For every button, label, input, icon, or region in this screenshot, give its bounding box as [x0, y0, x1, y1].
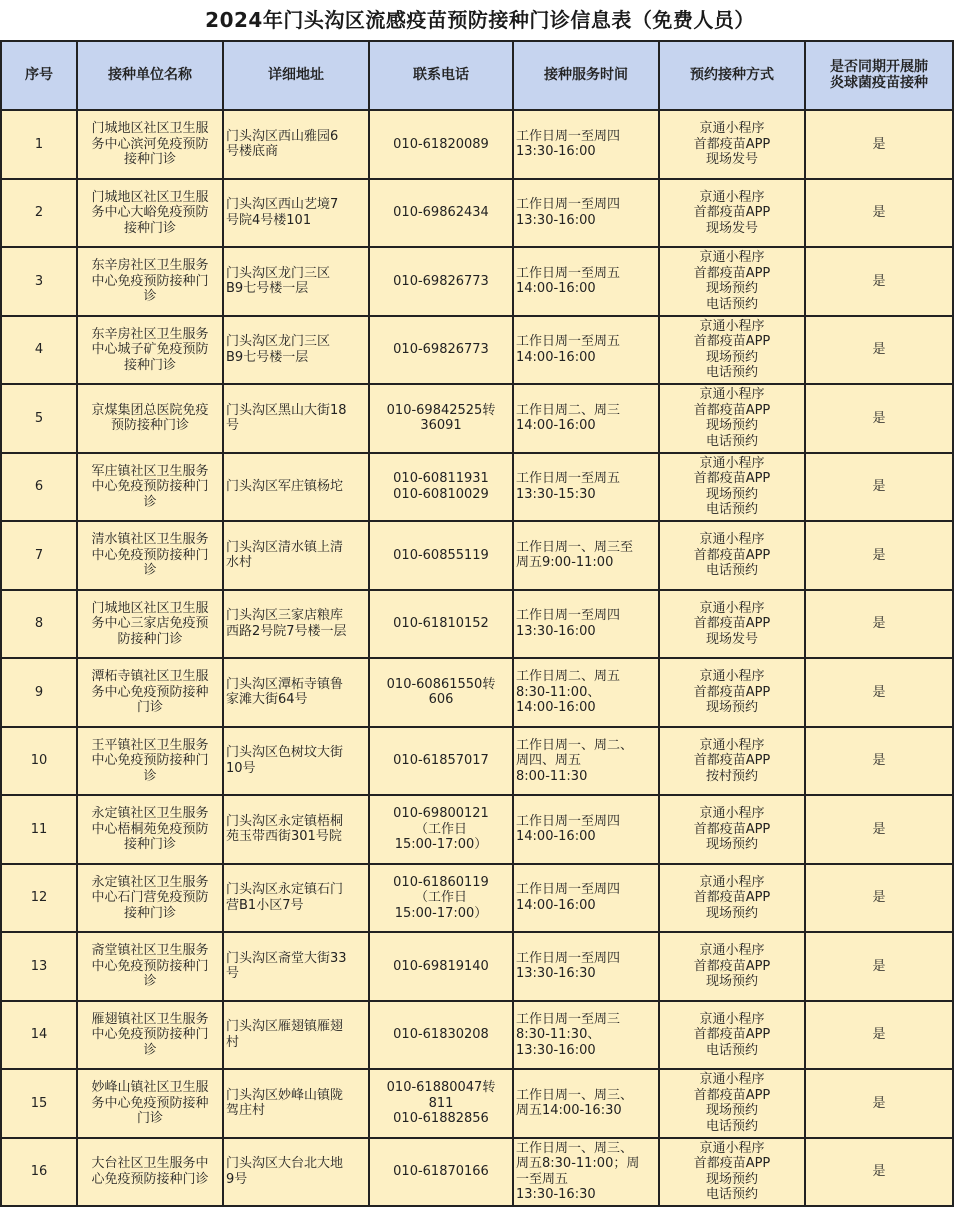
- address-cell: 门头沟区永定镇梧桐 苑玉带西街301号院: [223, 795, 369, 864]
- table-row: [1, 384, 953, 453]
- address-cell: 门头沟区永定镇石门 营B1小区7号: [223, 864, 369, 933]
- table-row: [1, 1001, 953, 1070]
- phone-cell: 010-61830208: [369, 1001, 513, 1070]
- pneumococcal-cell: 是: [805, 1069, 953, 1138]
- address-cell: 门头沟区西山艺境7 号院4号楼101: [223, 179, 369, 248]
- booking-method-cell: 京通小程序 首都疫苗APP 现场预约: [659, 658, 805, 727]
- service-time-cell: 工作日周一至周五 13:30-15:30: [513, 453, 659, 522]
- address-cell: 门头沟区斋堂大街33 号: [223, 932, 369, 1001]
- clinic-name-cell: 门城地区社区卫生服 务中心三家店免疫预 防接种门诊: [77, 590, 223, 659]
- table-row: [1, 1138, 953, 1207]
- booking-method-cell: 京通小程序 首都疫苗APP 电话预约: [659, 521, 805, 590]
- clinic-info-table: [0, 40, 954, 1207]
- address-cell: 门头沟区军庄镇杨坨: [223, 453, 369, 522]
- header-cell-address: 详细地址: [223, 41, 369, 110]
- table-row: [1, 110, 953, 179]
- table-row: [1, 864, 953, 933]
- table-row: [1, 795, 953, 864]
- clinic-name-cell: 京煤集团总医院免疫 预防接种门诊: [77, 384, 223, 453]
- address-cell: 门头沟区清水镇上清 水村: [223, 521, 369, 590]
- header-cell-no: 序号: [1, 41, 77, 110]
- pneumococcal-cell: 是: [805, 864, 953, 933]
- booking-method-cell: 京通小程序 首都疫苗APP 现场预约 电话预约: [659, 316, 805, 385]
- service-time-cell: 工作日周一至周四 13:30-16:00: [513, 179, 659, 248]
- table-row: [1, 521, 953, 590]
- phone-cell: 010-61820089: [369, 110, 513, 179]
- clinic-name-cell: 清水镇社区卫生服务 中心免疫预防接种门 诊: [77, 521, 223, 590]
- clinic-name-cell: 潭柘寺镇社区卫生服 务中心免疫预防接种 门诊: [77, 658, 223, 727]
- address-cell: 门头沟区龙门三区 B9七号楼一层: [223, 247, 369, 316]
- clinic-name-cell: 永定镇社区卫生服务 中心梧桐苑免疫预防 接种门诊: [77, 795, 223, 864]
- row-number-cell: 1: [1, 110, 77, 179]
- service-time-cell: 工作日周二、周三 14:00-16:00: [513, 384, 659, 453]
- phone-cell: 010-69862434: [369, 179, 513, 248]
- table-row: [1, 932, 953, 1001]
- service-time-cell: 工作日周一至周三 8:30-11:30、 13:30-16:00: [513, 1001, 659, 1070]
- service-time-cell: 工作日周一至周五 14:00-16:00: [513, 247, 659, 316]
- row-number-cell: 16: [1, 1138, 77, 1207]
- pneumococcal-cell: 是: [805, 110, 953, 179]
- address-cell: 门头沟区色树坟大街 10号: [223, 727, 369, 796]
- phone-cell: 010-61870166: [369, 1138, 513, 1207]
- service-time-cell: 工作日周一至周四 14:00-16:00: [513, 795, 659, 864]
- table-row: [1, 1069, 953, 1138]
- row-number-cell: 8: [1, 590, 77, 659]
- row-number-cell: 13: [1, 932, 77, 1001]
- clinic-name-cell: 斋堂镇社区卫生服务 中心免疫预防接种门 诊: [77, 932, 223, 1001]
- row-number-cell: 5: [1, 384, 77, 453]
- booking-method-cell: 京通小程序 首都疫苗APP 现场预约: [659, 795, 805, 864]
- table-row: [1, 727, 953, 796]
- clinic-name-cell: 东辛房社区卫生服务 中心免疫预防接种门 诊: [77, 247, 223, 316]
- table-header-row: [1, 41, 953, 110]
- clinic-name-cell: 门城地区社区卫生服 务中心滨河免疫预防 接种门诊: [77, 110, 223, 179]
- header-cell-booking-method: 预约接种方式: [659, 41, 805, 110]
- clinic-name-cell: 大台社区卫生服务中 心免疫预防接种门诊: [77, 1138, 223, 1207]
- address-cell: 门头沟区龙门三区 B9七号楼一层: [223, 316, 369, 385]
- pneumococcal-cell: 是: [805, 727, 953, 796]
- header-cell-pneumococcal: 是否同期开展肺 炎球菌疫苗接种: [805, 41, 953, 110]
- phone-cell: 010-61857017: [369, 727, 513, 796]
- address-cell: 门头沟区西山雅园6 号楼底商: [223, 110, 369, 179]
- service-time-cell: 工作日周一、周三、 周五8:30-11:00；周 一至周五 13:30-16:30: [513, 1138, 659, 1207]
- row-number-cell: 14: [1, 1001, 77, 1070]
- booking-method-cell: 京通小程序 首都疫苗APP 现场发号: [659, 179, 805, 248]
- address-cell: 门头沟区黑山大街18 号: [223, 384, 369, 453]
- clinic-name-cell: 门城地区社区卫生服 务中心大峪免疫预防 接种门诊: [77, 179, 223, 248]
- pneumococcal-cell: 是: [805, 1001, 953, 1070]
- service-time-cell: 工作日周二、周五 8:30-11:00、 14:00-16:00: [513, 658, 659, 727]
- phone-cell: 010-69842525转 36091: [369, 384, 513, 453]
- row-number-cell: 4: [1, 316, 77, 385]
- clinic-name-cell: 军庄镇社区卫生服务 中心免疫预防接种门 诊: [77, 453, 223, 522]
- booking-method-cell: 京通小程序 首都疫苗APP 现场预约: [659, 864, 805, 933]
- phone-cell: 010-61810152: [369, 590, 513, 659]
- phone-cell: 010-61880047转 811 010-61882856: [369, 1069, 513, 1138]
- pneumococcal-cell: 是: [805, 932, 953, 1001]
- pneumococcal-cell: 是: [805, 316, 953, 385]
- pneumococcal-cell: 是: [805, 795, 953, 864]
- phone-cell: 010-60855119: [369, 521, 513, 590]
- phone-cell: 010-61860119 （工作日 15:00-17:00）: [369, 864, 513, 933]
- booking-method-cell: 京通小程序 首都疫苗APP 现场预约 电话预约: [659, 1069, 805, 1138]
- pneumococcal-cell: 是: [805, 521, 953, 590]
- row-number-cell: 6: [1, 453, 77, 522]
- header-cell-service-time: 接种服务时间: [513, 41, 659, 110]
- booking-method-cell: 京通小程序 首都疫苗APP 现场预约 电话预约: [659, 1138, 805, 1207]
- clinic-name-cell: 永定镇社区卫生服务 中心石门营免疫预防 接种门诊: [77, 864, 223, 933]
- pneumococcal-cell: 是: [805, 453, 953, 522]
- phone-cell: 010-60861550转 606: [369, 658, 513, 727]
- phone-cell: 010-69800121 （工作日 15:00-17:00）: [369, 795, 513, 864]
- address-cell: 门头沟区潭柘寺镇鲁 家滩大街64号: [223, 658, 369, 727]
- service-time-cell: 工作日周一、周二、 周四、周五 8:00-11:30: [513, 727, 659, 796]
- header-cell-phone: 联系电话: [369, 41, 513, 110]
- row-number-cell: 10: [1, 727, 77, 796]
- booking-method-cell: 京通小程序 首都疫苗APP 现场预约 电话预约: [659, 453, 805, 522]
- phone-cell: 010-69826773: [369, 247, 513, 316]
- row-number-cell: 9: [1, 658, 77, 727]
- service-time-cell: 工作日周一至周四 13:30-16:00: [513, 110, 659, 179]
- pneumococcal-cell: 是: [805, 590, 953, 659]
- service-time-cell: 工作日周一至周四 13:30-16:30: [513, 932, 659, 1001]
- address-cell: 门头沟区雁翅镇雁翅 村: [223, 1001, 369, 1070]
- clinic-name-cell: 妙峰山镇社区卫生服 务中心免疫预防接种 门诊: [77, 1069, 223, 1138]
- header-cell-name: 接种单位名称: [77, 41, 223, 110]
- pneumococcal-cell: 是: [805, 247, 953, 316]
- table-row: [1, 179, 953, 248]
- booking-method-cell: 京通小程序 首都疫苗APP 电话预约: [659, 1001, 805, 1070]
- document-title: 2024年门头沟区流感疫苗预防接种门诊信息表（免费人员）: [205, 8, 755, 32]
- booking-method-cell: 京通小程序 首都疫苗APP 现场预约 电话预约: [659, 384, 805, 453]
- address-cell: 门头沟区大台北大地 9号: [223, 1138, 369, 1207]
- table-row: [1, 247, 953, 316]
- service-time-cell: 工作日周一至周五 14:00-16:00: [513, 316, 659, 385]
- booking-method-cell: 京通小程序 首都疫苗APP 现场发号: [659, 590, 805, 659]
- table-row: [1, 658, 953, 727]
- service-time-cell: 工作日周一、周三至 周五9:00-11:00: [513, 521, 659, 590]
- pneumococcal-cell: 是: [805, 384, 953, 453]
- table-row: [1, 453, 953, 522]
- phone-cell: 010-60811931 010-60810029: [369, 453, 513, 522]
- service-time-cell: 工作日周一至周四 13:30-16:00: [513, 590, 659, 659]
- phone-cell: 010-69819140: [369, 932, 513, 1001]
- table-row: [1, 316, 953, 385]
- phone-cell: 010-69826773: [369, 316, 513, 385]
- booking-method-cell: 京通小程序 首都疫苗APP 现场预约: [659, 932, 805, 1001]
- row-number-cell: 3: [1, 247, 77, 316]
- address-cell: 门头沟区三家店粮库 西路2号院7号楼一层: [223, 590, 369, 659]
- address-cell: 门头沟区妙峰山镇陇 驾庄村: [223, 1069, 369, 1138]
- service-time-cell: 工作日周一至周四 14:00-16:00: [513, 864, 659, 933]
- booking-method-cell: 京通小程序 首都疫苗APP 现场发号: [659, 110, 805, 179]
- clinic-name-cell: 东辛房社区卫生服务 中心城子矿免疫预防 接种门诊: [77, 316, 223, 385]
- table-row: [1, 590, 953, 659]
- booking-method-cell: 京通小程序 首都疫苗APP 按村预约: [659, 727, 805, 796]
- pneumococcal-cell: 是: [805, 179, 953, 248]
- row-number-cell: 12: [1, 864, 77, 933]
- clinic-name-cell: 雁翅镇社区卫生服务 中心免疫预防接种门 诊: [77, 1001, 223, 1070]
- table-body: [1, 110, 953, 1206]
- clinic-name-cell: 王平镇社区卫生服务 中心免疫预防接种门 诊: [77, 727, 223, 796]
- row-number-cell: 11: [1, 795, 77, 864]
- row-number-cell: 7: [1, 521, 77, 590]
- booking-method-cell: 京通小程序 首都疫苗APP 现场预约 电话预约: [659, 247, 805, 316]
- pneumococcal-cell: 是: [805, 1138, 953, 1207]
- service-time-cell: 工作日周一、周三、 周五14:00-16:30: [513, 1069, 659, 1138]
- pneumococcal-cell: 是: [805, 658, 953, 727]
- row-number-cell: 15: [1, 1069, 77, 1138]
- row-number-cell: 2: [1, 179, 77, 248]
